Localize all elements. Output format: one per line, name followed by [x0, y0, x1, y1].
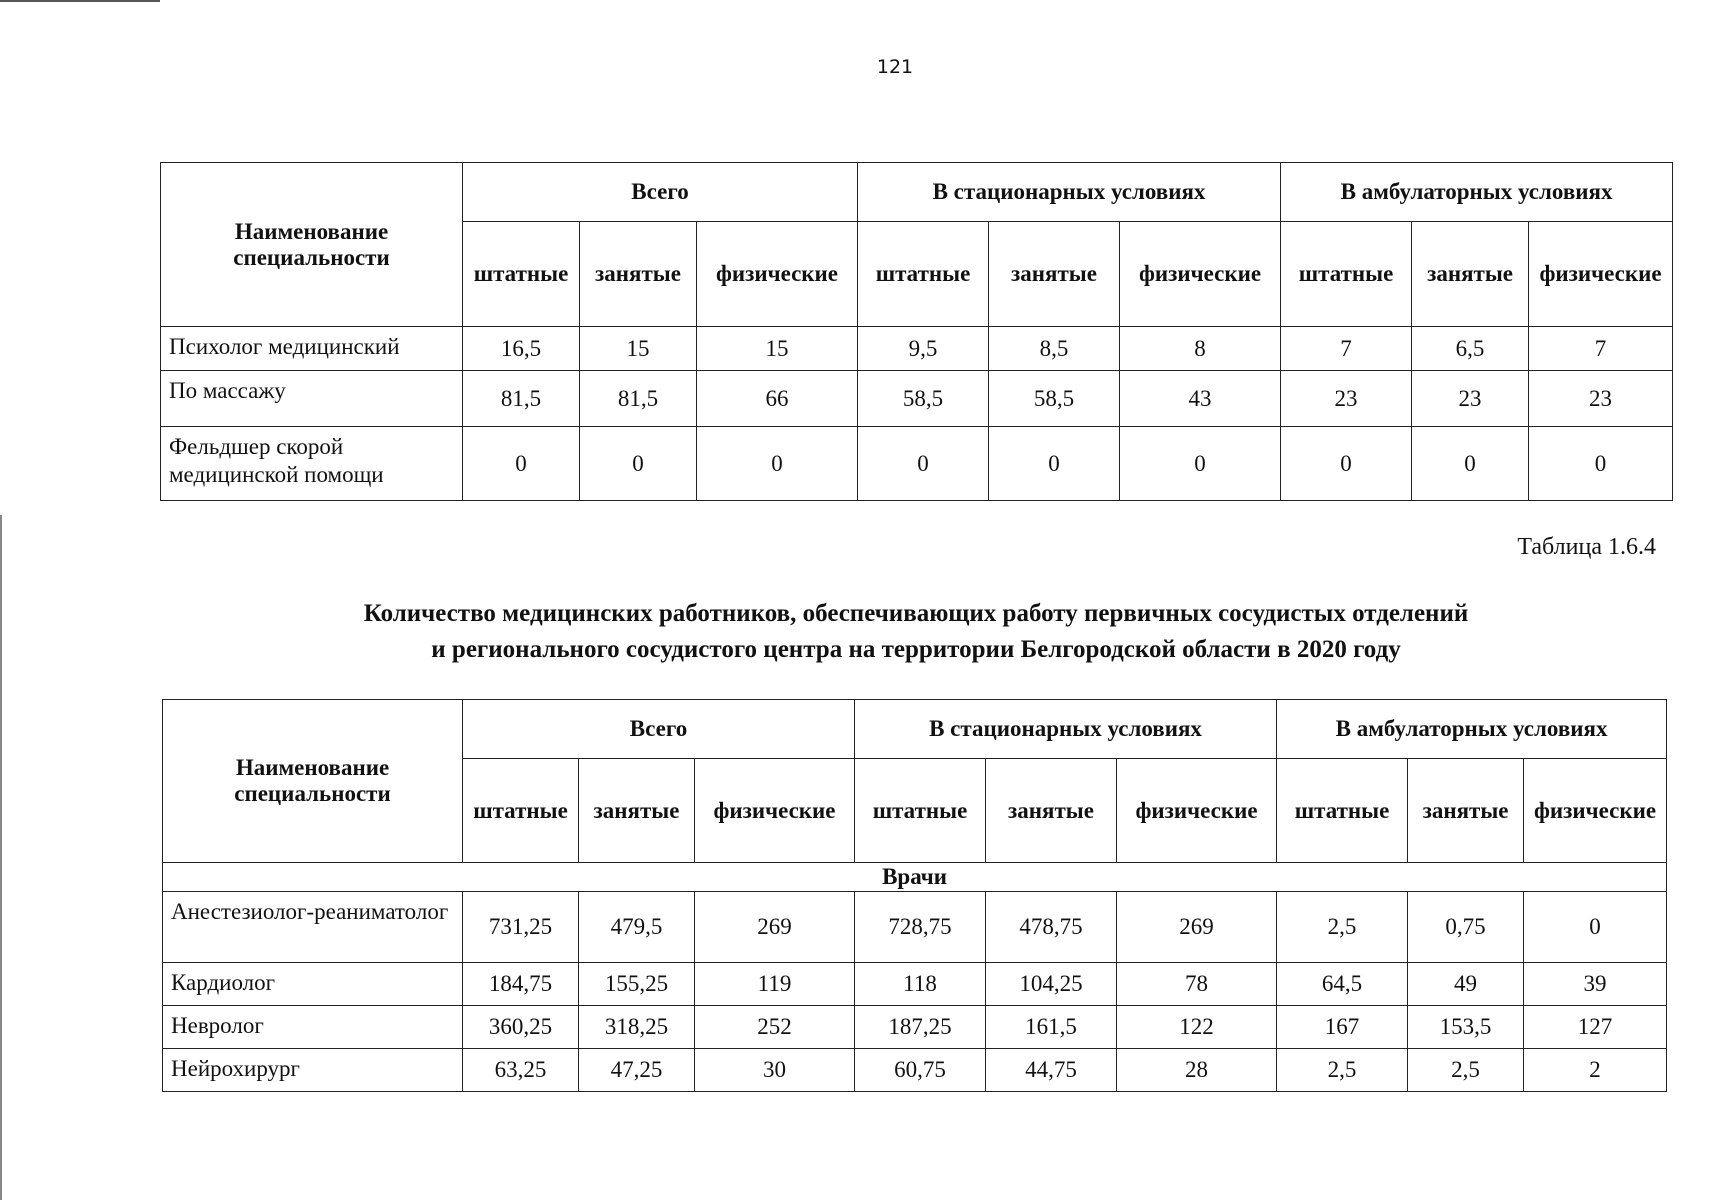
table-title-line-2: и регионального сосудистого центра на территории Белгородской области в 2020 году — [431, 636, 1401, 663]
header-subcol: занятые — [989, 222, 1120, 327]
header-subcol: физические — [695, 759, 855, 863]
row-specialty: Нейрохирург — [163, 1049, 463, 1092]
header-group-inpatient: В стационарных условиях — [858, 163, 1281, 222]
header-specialty: Наименование специальности — [163, 700, 463, 863]
cell-value: 167 — [1277, 1006, 1408, 1049]
scan-top-rule — [0, 0, 160, 2]
cell-value: 0 — [1529, 427, 1673, 501]
table-row — [161, 427, 1673, 501]
header-group-total: Всего — [463, 700, 855, 759]
cell-value: 28 — [1117, 1049, 1277, 1092]
cell-value: 318,25 — [579, 1006, 695, 1049]
table-group-row — [163, 863, 1667, 892]
cell-value: 78 — [1117, 963, 1277, 1006]
cell-value: 23 — [1529, 371, 1673, 427]
header-group-outpatient: В амбулаторных условиях — [1281, 163, 1673, 222]
cell-value: 63,25 — [463, 1049, 579, 1092]
cell-value: 49 — [1408, 963, 1524, 1006]
cell-value: 0 — [463, 427, 580, 501]
cell-value: 155,25 — [579, 963, 695, 1006]
cell-value: 47,25 — [579, 1049, 695, 1092]
cell-value: 153,5 — [1408, 1006, 1524, 1049]
cell-value: 58,5 — [989, 371, 1120, 427]
cell-value: 161,5 — [986, 1006, 1117, 1049]
cell-value: 30 — [695, 1049, 855, 1092]
cell-value: 184,75 — [463, 963, 579, 1006]
cell-value: 122 — [1117, 1006, 1277, 1049]
cell-value: 81,5 — [580, 371, 697, 427]
cell-value: 7 — [1529, 327, 1673, 371]
cell-value: 728,75 — [855, 892, 986, 963]
header-subcol: штатные — [463, 222, 580, 327]
row-specialty: Кардиолог — [163, 963, 463, 1006]
header-subcol: штатные — [858, 222, 989, 327]
header-subcol: занятые — [580, 222, 697, 327]
header-subcol: занятые — [986, 759, 1117, 863]
cell-value: 8 — [1120, 327, 1281, 371]
cell-value: 731,25 — [463, 892, 579, 963]
cell-value: 0,75 — [1408, 892, 1524, 963]
header-specialty: Наименование специальности — [161, 163, 463, 327]
cell-value: 478,75 — [986, 892, 1117, 963]
cell-value: 16,5 — [463, 327, 580, 371]
row-specialty: Анестезиолог-реаниматолог — [163, 892, 463, 963]
header-subcol: занятые — [1408, 759, 1524, 863]
header-group-total: Всего — [463, 163, 858, 222]
cell-value: 119 — [695, 963, 855, 1006]
cell-value: 44,75 — [986, 1049, 1117, 1092]
cell-value: 0 — [989, 427, 1120, 501]
row-specialty: По массажу — [161, 371, 463, 427]
cell-value: 58,5 — [858, 371, 989, 427]
cell-value: 8,5 — [989, 327, 1120, 371]
cell-value: 0 — [1524, 892, 1667, 963]
cell-value: 6,5 — [1412, 327, 1529, 371]
table-row — [163, 963, 1667, 1006]
cell-value: 0 — [1120, 427, 1281, 501]
header-group-inpatient: В стационарных условиях — [855, 700, 1277, 759]
cell-value: 39 — [1524, 963, 1667, 1006]
cell-value: 0 — [1412, 427, 1529, 501]
cell-value: 9,5 — [858, 327, 989, 371]
table-row — [163, 892, 1667, 963]
cell-value: 81,5 — [463, 371, 580, 427]
cell-value: 23 — [1281, 371, 1412, 427]
cell-value: 0 — [697, 427, 858, 501]
header-subcol: физические — [1117, 759, 1277, 863]
cell-value: 43 — [1120, 371, 1281, 427]
cell-value: 360,25 — [463, 1006, 579, 1049]
cell-value: 7 — [1281, 327, 1412, 371]
cell-value: 104,25 — [986, 963, 1117, 1006]
header-subcol: штатные — [463, 759, 579, 863]
header-subcol: физические — [1524, 759, 1667, 863]
row-specialty: Психолог медицинский — [161, 327, 463, 371]
cell-value: 60,75 — [855, 1049, 986, 1092]
page-number: 121 — [876, 56, 914, 78]
cell-value: 15 — [697, 327, 858, 371]
table-row — [161, 327, 1673, 371]
cell-value: 252 — [695, 1006, 855, 1049]
cell-value: 0 — [1281, 427, 1412, 501]
header-subcol: физические — [1529, 222, 1673, 327]
cell-value: 64,5 — [1277, 963, 1408, 1006]
cell-value: 2,5 — [1408, 1049, 1524, 1092]
vascular-centers-staff-table — [162, 699, 1667, 1092]
table-title-line-1: Количество медицинских работников, обеспечивающих работу первичных сосудистых отделений — [363, 600, 1469, 627]
cell-value: 127 — [1524, 1006, 1667, 1049]
header-subcol: физические — [1120, 222, 1281, 327]
cell-value: 2,5 — [1277, 1049, 1408, 1092]
row-specialty: Фельдшер скорой медицинской помощи — [161, 427, 463, 501]
cell-value: 23 — [1412, 371, 1529, 427]
table-row — [163, 1049, 1667, 1092]
cell-value: 269 — [1117, 892, 1277, 963]
row-specialty: Невролог — [163, 1006, 463, 1049]
header-subcol: штатные — [855, 759, 986, 863]
cell-value: 2 — [1524, 1049, 1667, 1092]
header-subcol: штатные — [1281, 222, 1412, 327]
header-subcol: занятые — [579, 759, 695, 863]
table-row — [161, 371, 1673, 427]
cell-value: 269 — [695, 892, 855, 963]
header-subcol: физические — [697, 222, 858, 327]
cell-value: 187,25 — [855, 1006, 986, 1049]
cell-value: 0 — [580, 427, 697, 501]
header-subcol: занятые — [1412, 222, 1529, 327]
staff-table-continued — [160, 162, 1673, 501]
cell-value: 0 — [858, 427, 989, 501]
group-label-doctors: Врачи — [163, 863, 1667, 892]
cell-value: 15 — [580, 327, 697, 371]
table-title — [160, 596, 1672, 668]
table-row — [163, 1006, 1667, 1049]
cell-value: 2,5 — [1277, 892, 1408, 963]
scan-left-rule — [0, 515, 2, 1200]
cell-value: 118 — [855, 963, 986, 1006]
header-group-outpatient: В амбулаторных условиях — [1277, 700, 1667, 759]
cell-value: 479,5 — [579, 892, 695, 963]
header-subcol: штатные — [1277, 759, 1408, 863]
cell-value: 66 — [697, 371, 858, 427]
table-number-label: Таблица 1.6.4 — [1517, 534, 1656, 560]
